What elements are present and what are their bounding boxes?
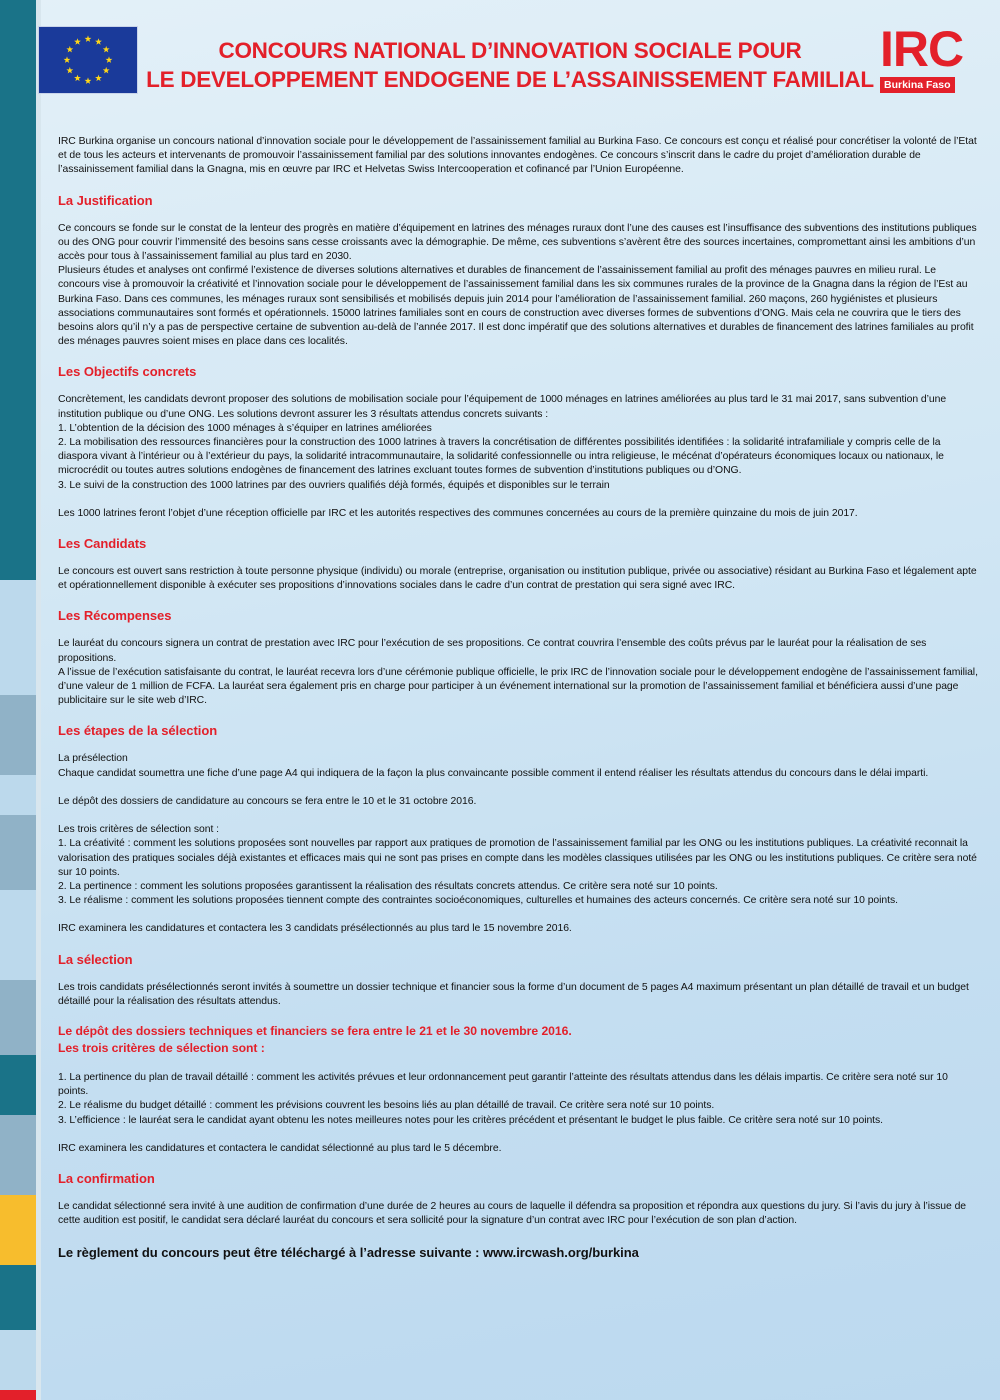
irc-logo	[880, 21, 964, 93]
heading-justification: La Justification	[58, 192, 153, 208]
eu-star-icon	[85, 77, 92, 84]
objectifs-item-2: 2. La mobilisation des ressources financières pour la construction des 1000 latrines à travers la concrétisation de différentes possibilités identifiées : la solidarité intrafamiliale y compris celle de la diaspora vivant à l’intérieur ou à l’extérieur du pays, la solidarité intracommunautaire, la solidarité confessionnelle ou intra religieuse, le mécénat d’opérateurs économiques locaux ou nationaux, le microcrédit ou toutes autres solutions endogènes de financement des latrines excluant toutes formes de subvention d’institutions publiques ou d’ONG.	[58, 437, 944, 477]
eu-star-icon	[64, 56, 71, 63]
objectifs-item-1: 1. L’obtention de la décision des 1000 ménages à s’équiper en latrines améliorées	[58, 422, 432, 434]
etapes-paragraph-2: Le dépôt des dossiers de candidature au concours se fera entre le 10 et le 31 octobre 2016.	[58, 795, 477, 807]
selection-paragraph-1: Les trois candidats présélectionnés seront invités à soumettre un dossier technique et financier sous la forme d’un document de 5 pages A4 maximum présentant un plan détaillé de travail et un budget détaillé pour la réalisation des résultats attendus.	[58, 981, 969, 1007]
footer-download-line: Le règlement du concours peut être téléchargé à l’adresse suivante : www.ircwash.org/burkina	[58, 1245, 639, 1261]
heading-selection: La sélection	[58, 951, 133, 967]
heading-candidats: Les Candidats	[58, 536, 147, 552]
selection-criterion-1: 1. La pertinence du plan de travail détaillé : comment les activités prévues et leur ordonnancement peut garantir l’atteinte des résultats attendus dans les délais impartis. Ce critère sera noté sur 10 points.	[58, 1071, 948, 1098]
main-content	[58, 135, 978, 1262]
irc-logo-subtext: Burkina Faso	[880, 77, 955, 93]
etapes-criterion-1: 1. La créativité : comment les solutions proposées sont nouvelles par rapport aux pratiques de promotion de l’assainissement familial par les ONG ou les institutions publiques. La créativité reconnait la valorisation des pratiques sociales déjà existantes et efficaces mais qui ne sont pas prises en compte dans les modèles classiques utilisées par les ONG ou les institutions publiques. Ce critère sera noté sur 10 points.	[58, 838, 977, 878]
justification-paragraph-2: Plusieurs études et analyses ont confirmé l’existence de diverses solutions alternatives et durables de financement de l’assainissement familial au profit des ménages pauvres en milieu rural. Le concours vise à promouvoir la créativité et l’innovation sociale pour le développement de l’assainissement familial dans les six communes rurales de la province de la Gnagna dans la région de l’Est au Burkina Faso. Dans ces communes, les ménages ruraux sont sensibilisés et mobilisés depuis juin 2014 pour l’amélioration de l’assainissement familial. 260 maçons, 260 hygiénistes et plusieurs associations communautaires sont formés et opérationnels. 15000 latrines familiales sont en cours de construction avec diverses formes de subventions d’ONG. Mais cela ne couvrira que le tiers des besoins alors qu’il n’y a pas de perspective certaine de subvention au-delà de l’année 2017. Il est donc impératif que des solutions alternatives et durables de financement des latrines familiales au profit des ménages pauvres soient mises en place dans ces localités.	[58, 265, 974, 348]
etapes-criterion-3: 3. Le réalisme : comment les solutions proposées tiennent compte des contraintes socioéconomiques, culturelles et humaines des acteurs concernés. Ce critère sera noté sur 10 points.	[58, 895, 898, 907]
etapes-subheading: La présélection	[58, 753, 128, 765]
eu-star-icon	[106, 56, 113, 63]
eu-star-icon	[74, 75, 81, 82]
heading-etapes: Les étapes de la sélection	[58, 723, 218, 739]
selection-criterion-3: 3. L’efficience : le lauréat sera le candidat ayant obtenu les notes meilleures notes pour les critères précédent et présentant le budget le plus faible. Ce critère sera noté sur 10 points.	[58, 1114, 883, 1126]
heading-recompenses: Les Récompenses	[58, 608, 172, 624]
objectifs-paragraph-1: Concrètement, les candidats devront proposer des solutions de mobilisation sociale pour l’équipement de 1000 ménages en latrines améliorées au plus tard le 31 mai 2017, sans subvention d’une institution publique ou d’une ONG. Les solutions devront assurer les 3 résultats attendus concrets suivants :	[58, 394, 947, 420]
etapes-paragraph-3: IRC examinera les candidatures et contactera les 3 candidats présélectionnés au plus tard le 15 novembre 2016.	[58, 923, 572, 935]
justification-paragraph-1: Ce concours se fonde sur le constat de la lenteur des progrès en matière d’équipement en latrines des ménages ruraux dont l’une des causes est l’insuffisance des subventions des institutions publiques ou des ONG pour couvrir l’immensité des besoins sans cesse croissants avec la démographie. De même, ces subventions s’avèrent être des sources incertaines, compromettant ainsi les ambitions d’un accès pour tous à l’assainissement familial au plus tard en 2030.	[58, 222, 977, 263]
objectifs-item-3: 3. Le suivi de la construction des 1000 latrines par des ouvriers qualifiés déjà formés, équipés et disponibles sur le terrain	[58, 479, 610, 491]
recompenses-paragraph-1: Le lauréat du concours signera un contrat de prestation avec IRC pour l’exécution de ses propositions. Ce contrat couvrira l’ensemble des coûts prévus par le lauréat pour la réalisation de ses propositions.	[58, 638, 927, 664]
eu-star-icon	[66, 46, 73, 53]
selection-criteria-intro: Les trois critères de sélection sont :	[58, 1040, 265, 1055]
eu-star-icon	[103, 46, 110, 53]
heading-confirmation: La confirmation	[58, 1170, 155, 1186]
irc-logo-text: IRC	[880, 21, 964, 77]
etapes-criterion-2: 2. La pertinence : comment les solutions proposées garantissent la réalisation des résultats concrets attendus. Ce critère sera noté sur 10 points.	[58, 880, 718, 892]
eu-star-icon	[103, 67, 110, 74]
page-title	[140, 36, 880, 94]
eu-star-icon	[66, 67, 73, 74]
objectifs-paragraph-2: Les 1000 latrines feront l’objet d’une réception officielle par IRC et les autorités respectives des communes concernées au cours de la première quinzaine du mois de juin 2017.	[58, 507, 858, 519]
candidats-paragraph: Le concours est ouvert sans restriction à toute personne physique (individu) ou morale (entreprise, organisation ou institution publique, privée ou associative) résidant au Burkina Faso et légalement apte et opérationnellement disponible à exécuter ses propositions d’innovations sociales dans le cadre d’un contrat de prestation qui sera signé avec IRC.	[58, 566, 977, 592]
title-line-1: CONCOURS NATIONAL D’INNOVATION SOCIALE POUR	[218, 38, 802, 63]
eu-star-icon	[95, 38, 102, 45]
confirmation-paragraph: Le candidat sélectionné sera invité à une audition de confirmation d’une durée de 2 heures au cours de laquelle il défendra sa proposition et répondra aux questions du jury. Si l’avis du jury à l’issue de cette audition est positif, le candidat sera déclaré lauréat du concours et sera sollicité pour la signature d’un contrat avec IRC pour l’exécution de son plan d’action.	[58, 1200, 967, 1227]
recompenses-paragraph-2: A l’issue de l’exécution satisfaisante du contrat, le lauréat recevra lors d’une cérémonie publique officielle, le prix IRC de l’innovation sociale pour le développement endogène de l’assainissement familial, d’une valeur de 1 million de FCFA. La lauréat sera également pris en charge pour participer à un événement international sur la promotion de l’assainissement familial et bénéficiera aussi d’une page publicitaire sur le site web d’IRC.	[58, 666, 978, 707]
selection-criterion-2: 2. Le réalisme du budget détaillé : comment les prévisions couvrent les besoins liés au plan détaillé de travail. Ce critère sera noté sur 10 points.	[58, 1100, 715, 1112]
title-line-2: LE DEVELOPPEMENT ENDOGENE DE L’ASSAINISSEMENT FAMILIAL	[146, 67, 874, 92]
etapes-paragraph-1: Chaque candidat soumettra une fiche d’une page A4 qui indiquera de la façon la plus convaincante possible comment il entend réaliser les résultats attendus du concours dans le délai imparti.	[58, 767, 929, 779]
eu-star-icon	[74, 38, 81, 45]
eu-star-icon	[85, 35, 92, 42]
selection-deadline: Le dépôt des dossiers techniques et financiers se fera entre le 21 et le 30 novembre 2016.	[58, 1023, 572, 1038]
etapes-criteria-intro: Les trois critères de sélection sont :	[58, 824, 219, 836]
heading-objectifs: Les Objectifs concrets	[58, 364, 197, 380]
selection-paragraph-2: IRC examinera les candidatures et contactera le candidat sélectionné au plus tard le 5 décembre.	[58, 1142, 502, 1154]
intro-paragraph: IRC Burkina organise un concours national d’innovation sociale pour le développement de l’assainissement familial au Burkina Faso. Ce concours est conçu et réalisé pour concrétiser la volonté de l’Etat et de tous les acteurs et intervenants de promouvoir l’assainissement familial par des solutions innovantes endogènes. Ce concours s’inscrit dans le cadre du projet d’amélioration durable de l’assainissement familial dans la Gnagna, mis en œuvre par IRC et Helvetas Swiss Intercooperation et cofinancé par l’Union Européenne.	[58, 136, 977, 176]
eu-star-icon	[95, 75, 102, 82]
eu-flag-icon	[38, 26, 138, 94]
left-color-strip	[0, 0, 36, 1400]
